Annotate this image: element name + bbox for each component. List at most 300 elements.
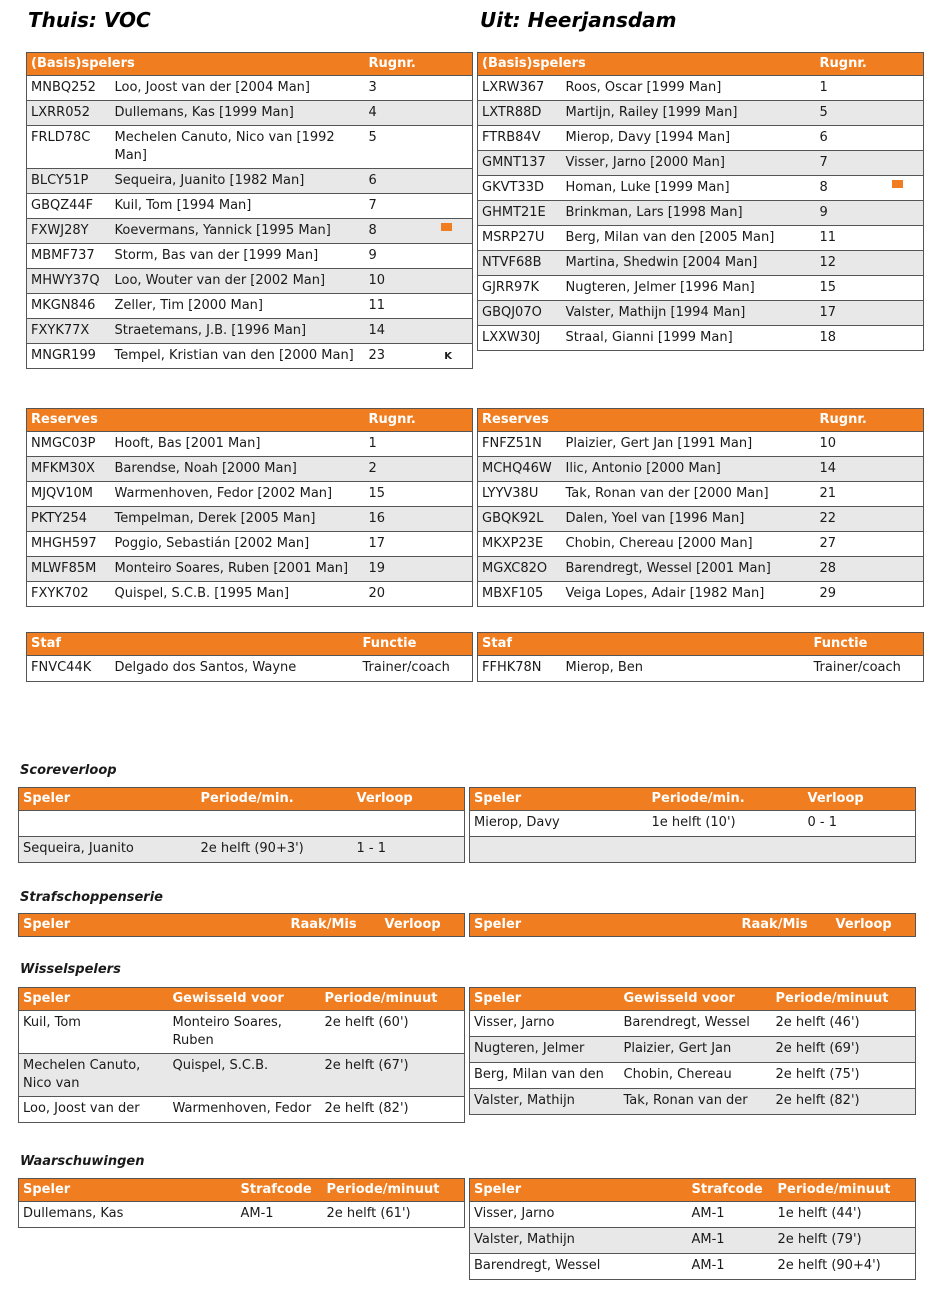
- player-number-text: 6: [819, 130, 828, 145]
- table-row: [478, 656, 924, 682]
- player-code-text: MFKM30X: [31, 461, 95, 476]
- player-number-text: 8: [819, 180, 828, 195]
- table-header: [19, 988, 465, 1011]
- away-penalty-table: [469, 913, 916, 937]
- sub-replaced: [620, 1011, 772, 1037]
- player-name-text: Poggio, Sebastián [2002 Man]: [114, 536, 310, 551]
- player-name-text: Roos, Oscar [1999 Man]: [565, 80, 722, 95]
- home-team-title: Thuis: VOC: [28, 8, 151, 32]
- sub-period: [772, 1063, 916, 1089]
- player-code-text: GKVT33D: [482, 180, 544, 195]
- header-cell: Verloop: [804, 788, 916, 811]
- player-code: [478, 482, 562, 507]
- player-number: [365, 269, 473, 294]
- score-period: [197, 837, 353, 863]
- player-code: [478, 201, 562, 226]
- sub-replaced: [169, 1097, 321, 1123]
- staff-function: [810, 656, 924, 682]
- player-name: [111, 194, 365, 219]
- score-progress-text: 0 - 1: [807, 815, 837, 830]
- player-number: [816, 432, 924, 457]
- player-code: [27, 532, 111, 557]
- table-row: [27, 432, 473, 457]
- player-number: [365, 126, 473, 169]
- player-number: [816, 457, 924, 482]
- player-number: [816, 326, 924, 351]
- table-row: [478, 582, 924, 607]
- player-code: [478, 251, 562, 276]
- player-name: [562, 507, 816, 532]
- score-period: [648, 811, 804, 837]
- player-number-text: 27: [819, 536, 837, 551]
- player-name-text: Tempelman, Derek [2005 Man]: [114, 511, 316, 526]
- header-cell: Verloop: [353, 788, 465, 811]
- table-row: [470, 837, 916, 863]
- player-number-text: 22: [819, 511, 837, 526]
- player-code: [478, 226, 562, 251]
- score-player: [470, 837, 648, 863]
- player-code: [478, 557, 562, 582]
- header-cell: Functie: [810, 633, 924, 656]
- player-code-text: MCHQ46W: [482, 461, 552, 476]
- table-row: [470, 1037, 916, 1063]
- staff-name: [562, 656, 810, 682]
- scoreverloop-title: Scoreverloop: [20, 763, 117, 778]
- player-code-text: GMNT137: [482, 155, 546, 170]
- player-number: [365, 76, 473, 101]
- table-row: [27, 482, 473, 507]
- warning-player-text: Visser, Jarno: [474, 1206, 555, 1221]
- player-number-text: 21: [819, 486, 837, 501]
- player-name-text: Barendse, Noah [2000 Man]: [114, 461, 297, 476]
- sub-period: [772, 1037, 916, 1063]
- player-code: [27, 169, 111, 194]
- sub-replaced: [620, 1037, 772, 1063]
- sub-player: [470, 1011, 620, 1037]
- player-name: [111, 344, 365, 369]
- staff-code-text: FNVC44K: [31, 660, 92, 675]
- player-number-text: 1: [819, 80, 828, 95]
- sub-period: [321, 1097, 465, 1123]
- header-cell: Strafcode: [688, 1179, 774, 1202]
- table-header: [470, 988, 916, 1011]
- score-player: [19, 837, 197, 863]
- table-row: [478, 301, 924, 326]
- player-name: [111, 532, 365, 557]
- sub-period: [321, 1011, 465, 1054]
- player-name: [562, 251, 816, 276]
- table-row: [27, 507, 473, 532]
- header-cell: Periode/minuut: [321, 988, 465, 1011]
- player-name: [111, 432, 365, 457]
- staff-function: [359, 656, 473, 682]
- table-row: [478, 432, 924, 457]
- player-code-text: PKTY254: [31, 511, 88, 526]
- player-number-text: 3: [368, 80, 377, 95]
- staff-name-text: Mierop, Ben: [565, 660, 644, 675]
- sub-player-text: Valster, Mathijn: [474, 1093, 575, 1108]
- player-number: [365, 194, 473, 219]
- table-row: [27, 101, 473, 126]
- table-row: [478, 126, 924, 151]
- player-number-text: 7: [819, 155, 828, 170]
- yellow-card-icon: [892, 180, 903, 188]
- player-name-text: Ilic, Antonio [2000 Man]: [565, 461, 721, 476]
- player-number: [365, 532, 473, 557]
- player-code-text: MNGR199: [31, 348, 96, 363]
- player-number-text: 5: [368, 130, 377, 145]
- table-header: [27, 633, 473, 656]
- player-number: [816, 226, 924, 251]
- home-basis-table: [26, 52, 473, 369]
- header-cell: Rugnr.: [365, 53, 473, 76]
- player-name: [111, 169, 365, 194]
- player-number: [365, 294, 473, 319]
- player-number: [365, 432, 473, 457]
- player-number-text: 7: [368, 198, 377, 213]
- player-name-text: Storm, Bas van der [1999 Man]: [114, 248, 319, 263]
- player-code: [27, 194, 111, 219]
- warning-period-text: 2e helft (79'): [777, 1232, 862, 1247]
- sub-replaced: [620, 1063, 772, 1089]
- player-number: [365, 319, 473, 344]
- home-staf-table: [26, 632, 473, 682]
- warning-player: [470, 1228, 688, 1254]
- table-row: [19, 1097, 465, 1123]
- player-number: [365, 169, 473, 194]
- table-row: [470, 1254, 916, 1280]
- sub-player: [19, 1054, 169, 1097]
- table-header: [470, 788, 916, 811]
- warning-player: [19, 1202, 237, 1228]
- waarschuwingen-title: Waarschuwingen: [20, 1154, 145, 1169]
- sub-period: [321, 1054, 465, 1097]
- player-name: [111, 507, 365, 532]
- warning-player: [470, 1254, 688, 1280]
- player-name: [562, 176, 816, 201]
- player-number-text: 12: [819, 255, 837, 270]
- player-number: [365, 344, 473, 369]
- player-number-text: 15: [819, 280, 837, 295]
- player-name: [562, 201, 816, 226]
- score-player-text: Sequeira, Juanito: [23, 841, 134, 856]
- table-header: [27, 409, 473, 432]
- player-code-text: MHWY37Q: [31, 273, 100, 288]
- table-header: [19, 914, 465, 937]
- player-code: [27, 557, 111, 582]
- warning-code-text: AM-1: [691, 1232, 725, 1247]
- table-row: [27, 294, 473, 319]
- warning-period: [774, 1202, 916, 1228]
- table-row: [470, 1011, 916, 1037]
- player-name: [111, 482, 365, 507]
- player-code: [27, 101, 111, 126]
- staff-code-text: FFHK78N: [482, 660, 542, 675]
- player-name: [111, 294, 365, 319]
- warning-code: [688, 1202, 774, 1228]
- player-code-text: MGXC82O: [482, 561, 548, 576]
- player-name: [111, 76, 365, 101]
- away-basis-table: [477, 52, 924, 351]
- player-number-text: 11: [368, 298, 386, 313]
- sub-period: [772, 1011, 916, 1037]
- table-header: [470, 1179, 916, 1202]
- header-cell: Speler: [470, 988, 620, 1011]
- yellow-card-icon: [441, 223, 452, 231]
- sub-period-text: 2e helft (67'): [324, 1058, 409, 1073]
- player-number: [365, 507, 473, 532]
- warning-code-text: AM-1: [691, 1206, 725, 1221]
- player-number: [365, 482, 473, 507]
- table-header: [19, 788, 465, 811]
- table-row: [27, 656, 473, 682]
- table-row: [27, 244, 473, 269]
- player-name-text: Chobin, Chereau [2000 Man]: [565, 536, 753, 551]
- score-period: [197, 811, 353, 837]
- player-number: [816, 176, 924, 201]
- player-name: [111, 126, 365, 169]
- player-code-text: FNFZ51N: [482, 436, 542, 451]
- player-number: [816, 201, 924, 226]
- player-name-text: Berg, Milan van den [2005 Man]: [565, 230, 775, 245]
- warning-player-text: Dullemans, Kas: [23, 1206, 124, 1221]
- player-number-text: 16: [368, 511, 386, 526]
- player-code-text: MHGH597: [31, 536, 97, 551]
- header-cell: Periode/minuut: [323, 1179, 465, 1202]
- away-wissels-table: [469, 987, 916, 1115]
- warning-period-text: 1e helft (44'): [777, 1206, 862, 1221]
- player-code: [27, 432, 111, 457]
- header-cell: Rugnr.: [816, 53, 924, 76]
- table-row: [27, 319, 473, 344]
- staff-code: [27, 656, 111, 682]
- player-name-text: Hooft, Bas [2001 Man]: [114, 436, 261, 451]
- player-code: [478, 432, 562, 457]
- player-code: [27, 76, 111, 101]
- player-name-text: Kuil, Tom [1994 Man]: [114, 198, 252, 213]
- player-name: [111, 269, 365, 294]
- table-row: [478, 251, 924, 276]
- header-cell: Periode/minuut: [772, 988, 916, 1011]
- header-cell: (Basis)spelers: [27, 53, 365, 76]
- table-row: [27, 457, 473, 482]
- player-code-text: NTVF68B: [482, 255, 542, 270]
- header-cell: Speler: [19, 788, 197, 811]
- player-number: [816, 532, 924, 557]
- warning-player-text: Barendregt, Wessel: [474, 1258, 601, 1273]
- player-name-text: Barendregt, Wessel [2001 Man]: [565, 561, 771, 576]
- table-header: [478, 53, 924, 76]
- player-code-text: MBXF105: [482, 586, 544, 601]
- player-name: [562, 457, 816, 482]
- player-name: [562, 482, 816, 507]
- table-row: [470, 1228, 916, 1254]
- table-row: [19, 811, 465, 837]
- player-name: [562, 276, 816, 301]
- header-cell: Functie: [359, 633, 473, 656]
- header-cell: Gewisseld voor: [169, 988, 321, 1011]
- player-code-text: MLWF85M: [31, 561, 97, 576]
- score-progress: [353, 811, 465, 837]
- sub-player: [19, 1011, 169, 1054]
- player-code: [27, 582, 111, 607]
- player-number-text: 8: [368, 223, 377, 238]
- player-number: [816, 151, 924, 176]
- player-number-text: 9: [819, 205, 828, 220]
- player-code-text: GJRR97K: [482, 280, 540, 295]
- header-cell: Raak/Mis: [738, 914, 832, 937]
- player-number-text: 14: [368, 323, 386, 338]
- strafschoppen-title: Strafschoppenserie: [20, 890, 163, 905]
- player-code-text: FXYK77X: [31, 323, 90, 338]
- player-name-text: Loo, Joost van der [2004 Man]: [114, 80, 310, 95]
- player-code: [478, 582, 562, 607]
- player-code: [27, 244, 111, 269]
- sub-period-text: 2e helft (82'): [324, 1101, 409, 1116]
- table-row: [478, 457, 924, 482]
- sub-replaced-text: Quispel, S.C.B.: [172, 1058, 269, 1073]
- table-row: [470, 1089, 916, 1115]
- player-code: [478, 532, 562, 557]
- staff-name-text: Delgado dos Santos, Wayne: [114, 660, 297, 675]
- player-code: [478, 176, 562, 201]
- table-row: [27, 344, 473, 369]
- player-number-text: 4: [368, 105, 377, 120]
- header-cell: Periode/min.: [648, 788, 804, 811]
- header-cell: Speler: [470, 788, 648, 811]
- player-name: [111, 219, 365, 244]
- player-code: [27, 457, 111, 482]
- player-code-text: MKXP23E: [482, 536, 544, 551]
- player-code-text: BLCY51P: [31, 173, 89, 188]
- player-code: [478, 126, 562, 151]
- player-name: [562, 582, 816, 607]
- header-cell: Reserves: [478, 409, 816, 432]
- player-code: [478, 101, 562, 126]
- table-row: [478, 226, 924, 251]
- table-header: [470, 914, 916, 937]
- sub-player-text: Kuil, Tom: [23, 1015, 81, 1030]
- player-number-text: 11: [819, 230, 837, 245]
- score-period-text: 1e helft (10'): [651, 815, 736, 830]
- player-number: [816, 482, 924, 507]
- table-row: [478, 532, 924, 557]
- player-code-text: FTRB84V: [482, 130, 541, 145]
- player-code: [478, 507, 562, 532]
- score-progress: [804, 811, 916, 837]
- player-number-text: 17: [819, 305, 837, 320]
- away-reserves-table: [477, 408, 924, 607]
- player-name-text: Martina, Shedwin [2004 Man]: [565, 255, 758, 270]
- player-name-text: Mechelen Canuto, Nico van [1992 Man]: [114, 130, 335, 163]
- table-row: [19, 1054, 465, 1097]
- table-header: [478, 409, 924, 432]
- player-name: [111, 319, 365, 344]
- player-code: [27, 319, 111, 344]
- player-number-text: 5: [819, 105, 828, 120]
- table-row: [27, 169, 473, 194]
- player-number: [816, 507, 924, 532]
- header-cell: Rugnr.: [816, 409, 924, 432]
- player-code: [27, 344, 111, 369]
- sub-player: [19, 1097, 169, 1123]
- staff-code: [478, 656, 562, 682]
- sub-replaced-text: Monteiro Soares, Ruben: [172, 1015, 282, 1048]
- header-cell: Periode/min.: [197, 788, 353, 811]
- header-cell: Staf: [478, 633, 810, 656]
- staff-function-text: Trainer/coach: [362, 660, 450, 675]
- player-name-text: Straal, Gianni [1999 Man]: [565, 330, 733, 345]
- table-header: [27, 53, 473, 76]
- score-period: [648, 837, 804, 863]
- sub-replaced-text: Plaizier, Gert Jan: [623, 1041, 732, 1056]
- wissels-title: Wisselspelers: [20, 962, 121, 977]
- table-row: [478, 151, 924, 176]
- table-row: [27, 582, 473, 607]
- player-number-text: 23: [368, 348, 386, 363]
- player-number: [816, 276, 924, 301]
- player-code: [478, 301, 562, 326]
- player-number-text: 10: [368, 273, 386, 288]
- warning-code: [237, 1202, 323, 1228]
- warning-period-text: 2e helft (61'): [326, 1206, 411, 1221]
- table-row: [470, 811, 916, 837]
- player-name: [562, 101, 816, 126]
- warning-code-text: AM-1: [240, 1206, 274, 1221]
- player-name: [562, 532, 816, 557]
- player-code-text: LXRW367: [482, 80, 545, 95]
- player-number: [816, 301, 924, 326]
- sub-period-text: 2e helft (69'): [775, 1041, 860, 1056]
- table-row: [478, 326, 924, 351]
- home-reserves-table: [26, 408, 473, 607]
- player-code: [27, 482, 111, 507]
- score-progress: [804, 837, 916, 863]
- player-name: [562, 301, 816, 326]
- player-name: [111, 244, 365, 269]
- sub-replaced-text: Tak, Ronan van der: [623, 1093, 748, 1108]
- player-name-text: Monteiro Soares, Ruben [2001 Man]: [114, 561, 349, 576]
- player-name: [562, 151, 816, 176]
- player-code-text: LYYV38U: [482, 486, 539, 501]
- table-row: [27, 269, 473, 294]
- table-row: [478, 76, 924, 101]
- player-name-text: Zeller, Tim [2000 Man]: [114, 298, 263, 313]
- warning-code-text: AM-1: [691, 1258, 725, 1273]
- score-progress: [353, 837, 465, 863]
- staff-function-text: Trainer/coach: [813, 660, 901, 675]
- table-row: [27, 532, 473, 557]
- warning-player: [470, 1202, 688, 1228]
- home-score-table: [18, 787, 465, 863]
- player-name-text: Dullemans, Kas [1999 Man]: [114, 105, 294, 120]
- player-number-text: 19: [368, 561, 386, 576]
- header-cell: Gewisseld voor: [620, 988, 772, 1011]
- player-code-text: MBMF737: [31, 248, 95, 263]
- score-progress-text: 1 - 1: [356, 841, 386, 856]
- player-name: [562, 226, 816, 251]
- away-score-table: [469, 787, 916, 863]
- sub-period-text: 2e helft (60'): [324, 1015, 409, 1030]
- player-code-text: GBQJ07O: [482, 305, 542, 320]
- table-header: [19, 1179, 465, 1202]
- captain-marker: K: [444, 351, 452, 362]
- player-code-text: GBQZ44F: [31, 198, 94, 213]
- warning-period: [323, 1202, 465, 1228]
- player-number: [365, 557, 473, 582]
- score-period-text: 2e helft (90+3'): [200, 841, 304, 856]
- table-row: [19, 1202, 465, 1228]
